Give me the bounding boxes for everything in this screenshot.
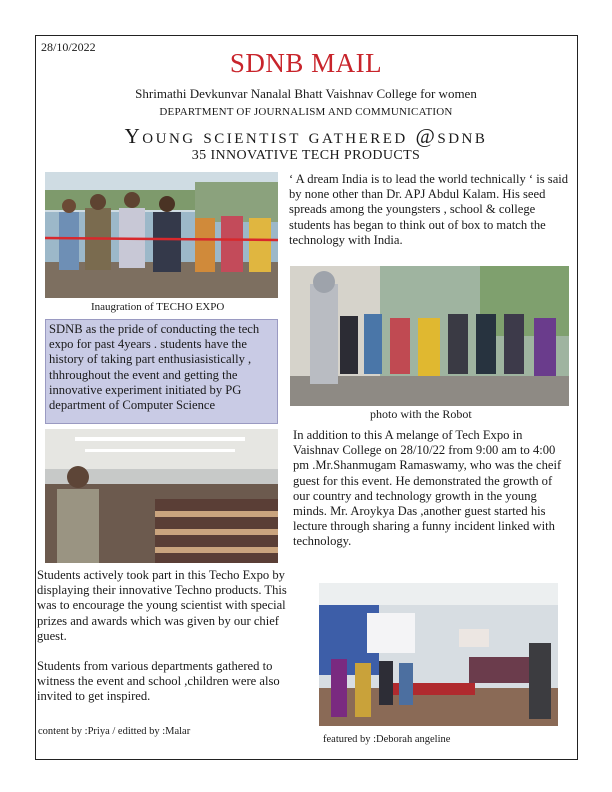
melange-paragraph: In addition to this A melange of Tech Expo in Vaishnav College on 28/10/22 from 9:00 am to 4:00 pm .Mr.Shanmugam Ramaswamy, who was the cheif guest for this event. He demonstrated the growth of our country and technology growth in the young minds. Mr. Aroykya Das ,another guest started his lecture through sharing a funny incident linked with technology. — [293, 428, 562, 549]
content-credit: content by :Priya / editted by :Malar — [38, 726, 191, 737]
auditorium-photo — [45, 429, 278, 563]
featured-credit: featured by :Deborah angeline — [323, 734, 451, 745]
students-paragraph: Students actively took part in this Techo Expo by displaying their innovative Techno products. This was to encourage the young scientist with special prizes and awards which was given by our chief guest. — [37, 568, 287, 643]
departments-paragraph: Students from various departments gathered to witness the event and school ,children were also invited to get inspired. — [37, 659, 280, 704]
masthead-title: SDNB MAIL — [229, 48, 383, 78]
department-name: DEPARTMENT OF JOURNALISM AND COMMUNICATION — [159, 106, 453, 118]
inauguration-caption: Inaugration of TECHO EXPO — [91, 301, 225, 313]
highlight-paragraph: SDNB as the pride of conducting the tech expo for past 4years . students have the history of taking part enthusiasistically , thhroughout the event and getting the innovative experiment initiated by PG department of Computer Science — [45, 319, 278, 424]
robot-photo — [290, 266, 569, 406]
issue-date: 28/10/2022 — [41, 40, 96, 54]
headline: Young scientist gathered @sdnb — [124, 124, 488, 148]
robot-caption: photo with the Robot — [370, 407, 472, 421]
exhibition-photo — [319, 583, 558, 726]
quote-paragraph: ‘ A dream India is to lead the world technically ‘ is said by none other than Dr. APJ Abdul Kalam. His seed spreads among the youngsters , school & college students has began to think out of box to match the technology with India. — [289, 172, 569, 247]
subheadline: 35 INNOVATIVE TECH PRODUCTS — [191, 148, 421, 163]
inauguration-photo — [45, 172, 278, 298]
college-name: Shrimathi Devkunvar Nanalal Bhatt Vaishnav College for women — [135, 86, 477, 101]
